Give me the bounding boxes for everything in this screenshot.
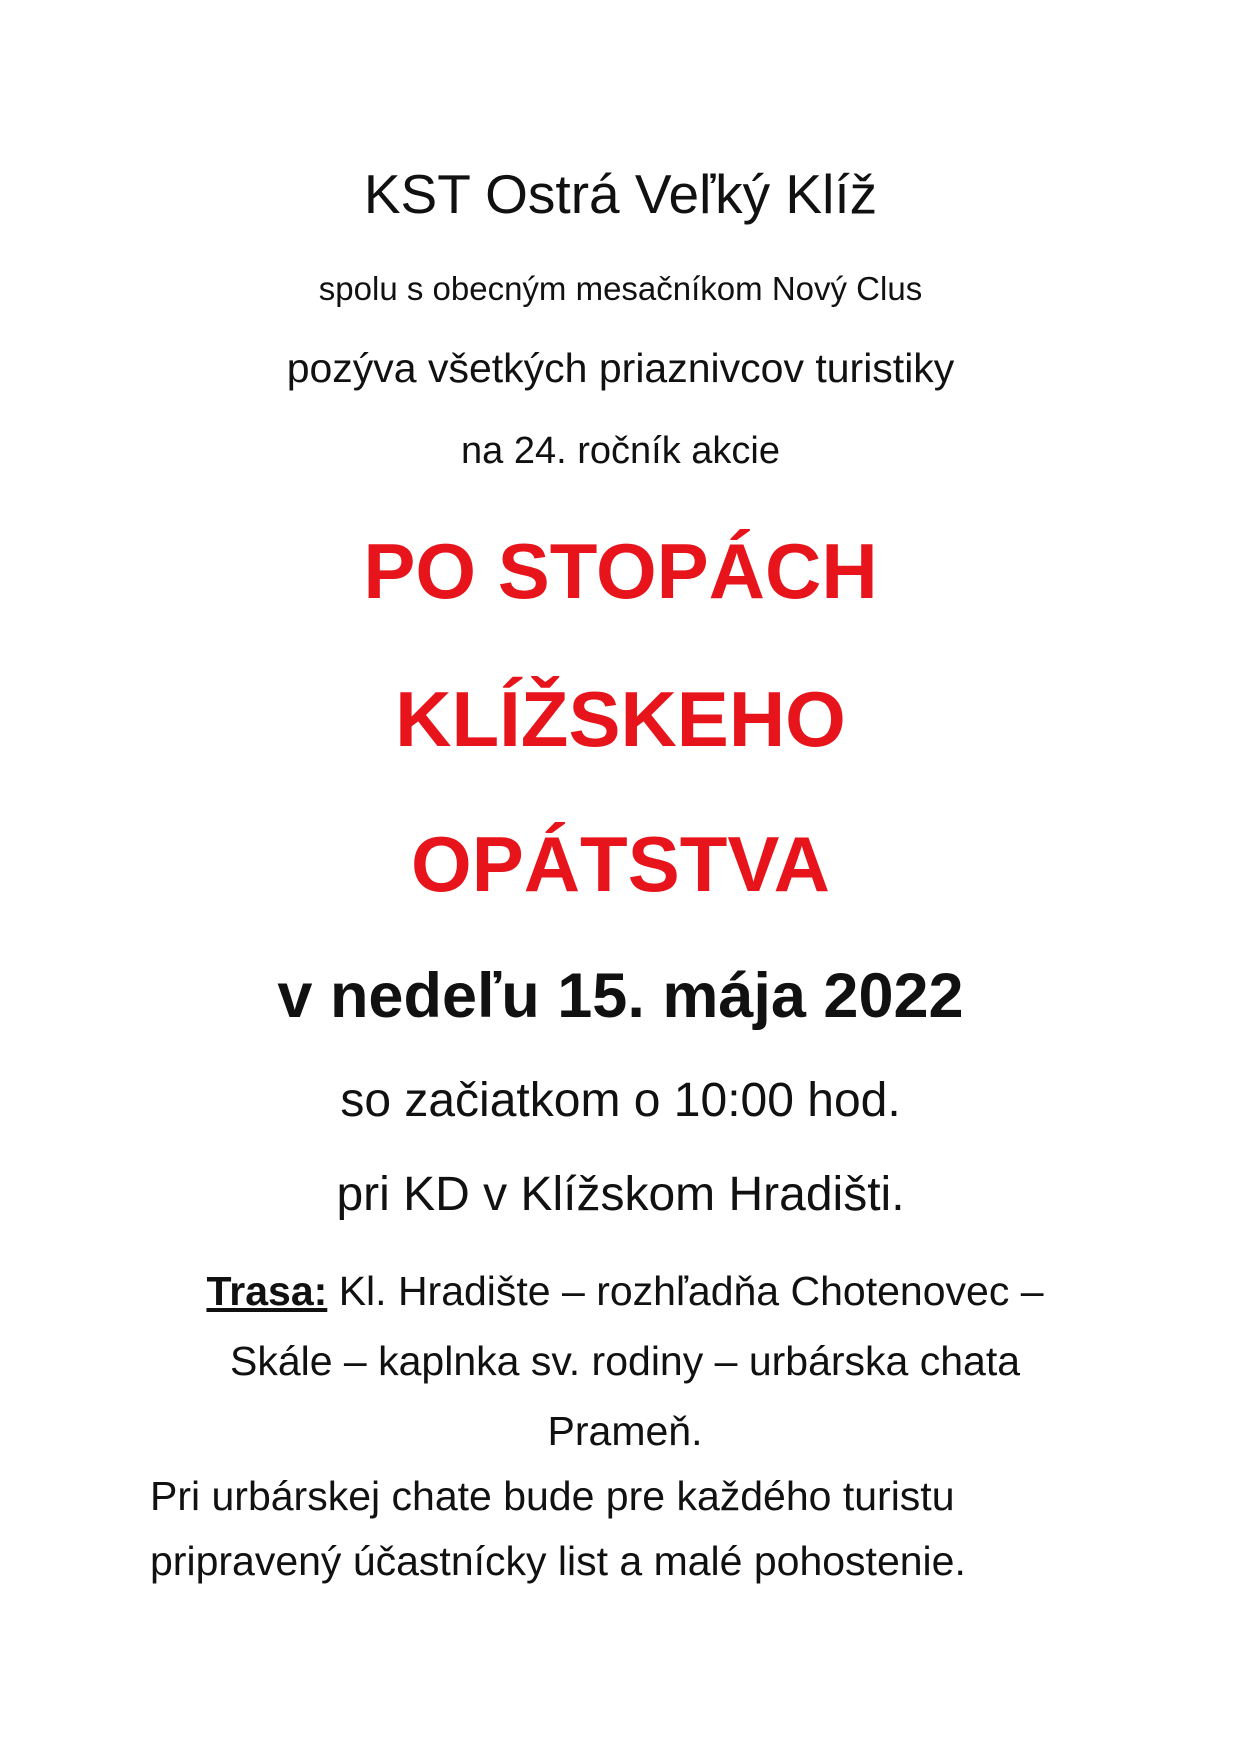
event-title-line-1: PO STOPÁCH	[363, 527, 878, 615]
note-line-2: pripravený účastnícky list a malé pohostenie.	[150, 1538, 966, 1584]
participant-note	[150, 1464, 1130, 1594]
route-description	[150, 1256, 1100, 1466]
organizer-name: KST Ostrá Veľký Klíž	[363, 163, 878, 225]
route-text: Kl. Hradište – rozhľadňa Chotenovec – Skále – kaplnka sv. rodiny – urbárska chata Prameň.	[229, 1268, 1044, 1454]
event-title-line-2: KLÍŽSKEHO	[395, 675, 846, 763]
route-label: Trasa:	[206, 1268, 328, 1314]
note-line-1: Pri urbárskej chate bude pre každého turistu	[150, 1473, 955, 1519]
event-title-line-3: OPÁTSTVA	[411, 820, 830, 908]
edition-line: na 24. ročník akcie	[461, 430, 780, 472]
event-location: pri KD v Klížskom Hradišti.	[336, 1168, 905, 1221]
start-time: so začiatkom o 10:00 hod.	[340, 1074, 901, 1127]
invitation-line: pozýva všetkých priaznivcov turistiky	[286, 345, 955, 391]
partner-line: spolu s obecným mesačníkom Nový Clus	[318, 270, 923, 307]
event-date: v nedeľu 15. mája 2022	[277, 961, 964, 1031]
